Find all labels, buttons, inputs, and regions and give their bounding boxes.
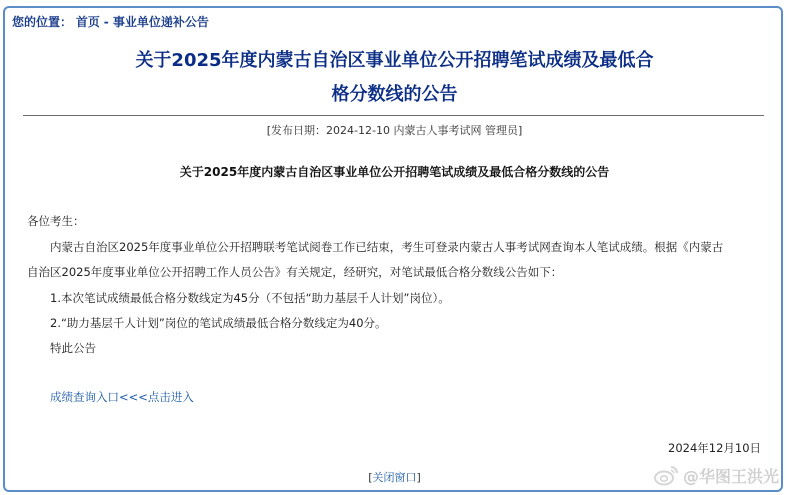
rule-item-1: 1.本次笔试成绩最低合格分数线定为45分（不包括“助力基层千人计划”岗位）。 (50, 291, 450, 305)
body-paragraph-line-1: 内蒙古自治区2025年度事业单位公开招聘联考笔试阅卷工作已结束，考生可登录内蒙古人事考试网查询本人笔试成绩。根据《内蒙古 (50, 240, 724, 254)
score-query-link[interactable]: 成绩查询入口<<<点击进入 (50, 390, 194, 404)
breadcrumb-home-link[interactable]: 首页 (75, 15, 100, 29)
close-window-link[interactable]: 关闭窗口 (372, 471, 417, 484)
weibo-icon (653, 464, 679, 486)
bracket-right: ] (416, 471, 421, 484)
page-title-line-1: 关于2025年度内蒙古自治区事业单位公开招聘笔试成绩及最低合 (135, 50, 654, 71)
article-subtitle: 关于2025年度内蒙古自治区事业单位公开招聘笔试成绩及最低合格分数线的公告 (179, 165, 610, 179)
rule-item-2: 2.“助力基层千人计划”岗位的笔试成绩最低合格分数线定为40分。 (50, 316, 387, 330)
watermark-text: @华图王洪光 (683, 466, 780, 486)
title-divider (23, 115, 764, 116)
breadcrumb-separator: - (103, 15, 113, 29)
body-paragraph-line-2: 自治区2025年度事业单位公开招聘工作人员公告》有关规定，经研究，对笔试最低合格分数线公告如下： (27, 265, 563, 279)
publish-info: [发布日期：2024-12-10 内蒙古人事考试网 管理员] (266, 124, 523, 137)
breadcrumb-current-link[interactable]: 事业单位递补公告 (112, 15, 209, 29)
closing-text: 特此公告 (50, 341, 96, 355)
page-title-line-2: 格分数线的公告 (331, 84, 458, 105)
bracket-left: [ (368, 471, 373, 484)
greeting: 各位考生： (27, 214, 85, 228)
breadcrumb-label: 您的位置： (12, 15, 73, 29)
publish-date: 2024年12月10日 (668, 441, 762, 455)
watermark (653, 461, 789, 489)
breadcrumb (12, 14, 209, 30)
